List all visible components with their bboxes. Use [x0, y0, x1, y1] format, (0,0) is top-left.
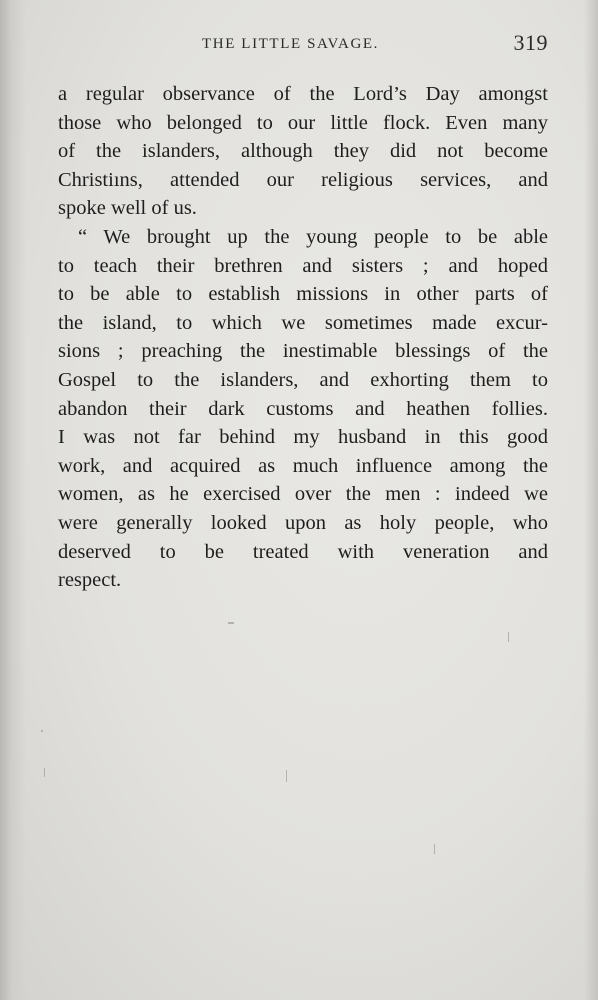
- text-line: of the islanders, although they did not become: [58, 140, 548, 163]
- body-text: [58, 80, 548, 595]
- text-line: abandon their dark customs and heathen follies.: [58, 397, 548, 420]
- text-line: work, and acquired as much influence among the: [58, 454, 548, 477]
- paper-speck: [508, 632, 509, 642]
- text-line: to be able to establish missions in other parts of: [58, 283, 548, 306]
- text-line-paragraph-start: “ We brought up the young people to be able: [78, 225, 548, 248]
- text-line: women, as he exercised over the men : indeed we: [58, 483, 548, 506]
- paper-speck: [286, 770, 287, 782]
- text-line: were generally looked upon as holy people, who: [58, 511, 548, 534]
- running-title: THE LITTLE SAVAGE.: [202, 36, 379, 52]
- text-line: Christiıns, attended our religious services, and: [58, 168, 548, 191]
- text-line: to teach their brethren and sisters ; and hoped: [58, 254, 548, 277]
- page-number: 319: [513, 30, 548, 55]
- running-head: [58, 30, 548, 62]
- text-line: deserved to be treated with veneration and: [58, 540, 548, 563]
- text-line: Gospel to the islanders, and exhorting them to: [58, 368, 548, 391]
- paper-speck: [228, 622, 234, 624]
- text-line: sions ; preaching the inestimable blessings of the: [58, 340, 548, 363]
- text-line: a regular observance of the Lord’s Day amongst: [58, 83, 548, 105]
- text-line: the island, to which we sometimes made excur-: [58, 311, 548, 334]
- text-line: those who belonged to our little flock. Even many: [58, 111, 548, 134]
- text-line: I was not far behind my husband in this good: [58, 426, 548, 449]
- text-line-paragraph-end: respect.: [58, 569, 122, 592]
- paper-speck: [41, 730, 43, 732]
- text-line-paragraph-end: spoke well of us.: [58, 197, 197, 220]
- paper-speck: [44, 768, 45, 777]
- paper-speck: [434, 844, 435, 854]
